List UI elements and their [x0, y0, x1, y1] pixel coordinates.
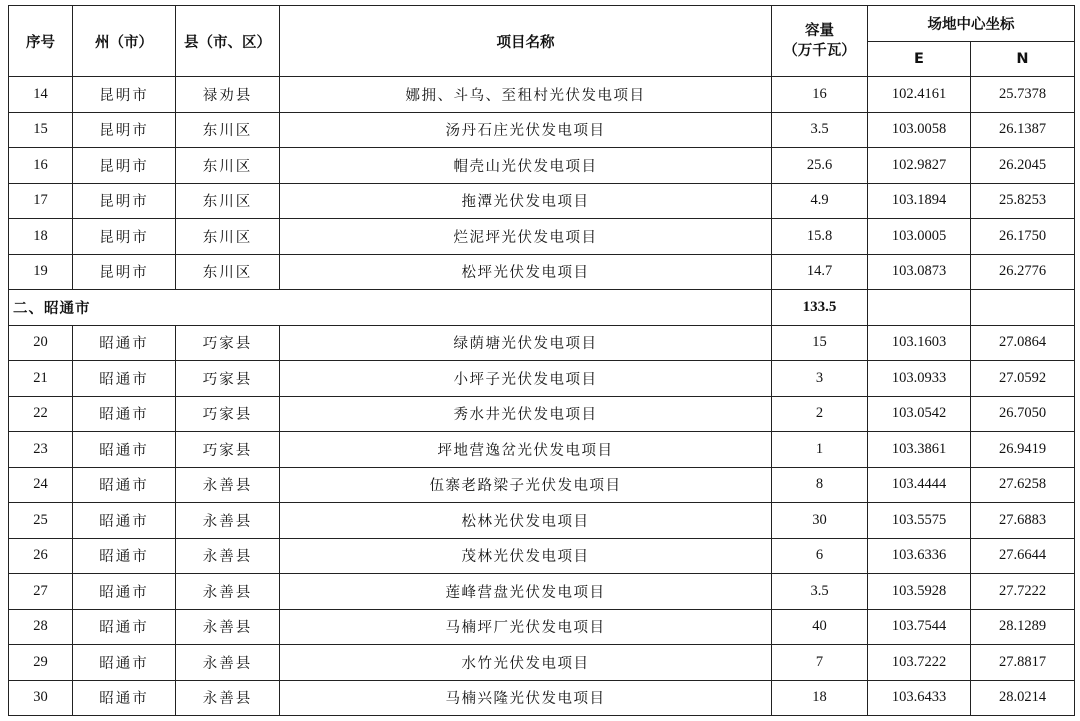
cell-prefecture: 昭通市 — [73, 503, 176, 539]
cell-prefecture: 昭通市 — [73, 361, 176, 397]
cell-coord-e: 103.4444 — [868, 467, 971, 503]
table-row — [9, 112, 1075, 148]
cell-coord-e: 103.7544 — [868, 609, 971, 645]
cell-project-name: 马楠坪厂光伏发电项目 — [280, 609, 772, 645]
header-project-name: 项目名称 — [280, 6, 772, 77]
table-row — [9, 77, 1075, 113]
cell-capacity: 3.5 — [772, 112, 868, 148]
cell-prefecture: 昭通市 — [73, 467, 176, 503]
table-row — [9, 503, 1075, 539]
cell-project-name: 娜拥、斗乌、至租村光伏发电项目 — [280, 77, 772, 113]
cell-project-name: 坪地营逸岔光伏发电项目 — [280, 432, 772, 468]
cell-seq: 21 — [9, 361, 73, 397]
section-row — [9, 290, 1075, 326]
cell-coord-e: 103.0005 — [868, 219, 971, 255]
cell-county: 东川区 — [176, 112, 280, 148]
cell-seq: 22 — [9, 396, 73, 432]
cell-project-name: 拖潭光伏发电项目 — [280, 183, 772, 219]
table-row — [9, 609, 1075, 645]
cell-prefecture: 昭通市 — [73, 645, 176, 681]
cell-seq: 19 — [9, 254, 73, 290]
table-body-kunming — [9, 77, 1075, 290]
table-row — [9, 680, 1075, 716]
cell-county: 东川区 — [176, 254, 280, 290]
cell-county: 永善县 — [176, 574, 280, 610]
cell-seq: 25 — [9, 503, 73, 539]
table-row — [9, 219, 1075, 255]
cell-prefecture: 昆明市 — [73, 254, 176, 290]
table-row — [9, 183, 1075, 219]
cell-prefecture: 昆明市 — [73, 219, 176, 255]
cell-county: 永善县 — [176, 503, 280, 539]
cell-county: 永善县 — [176, 645, 280, 681]
cell-capacity: 3.5 — [772, 574, 868, 610]
cell-coord-e: 103.0933 — [868, 361, 971, 397]
cell-capacity: 40 — [772, 609, 868, 645]
cell-seq: 20 — [9, 325, 73, 361]
cell-seq: 18 — [9, 219, 73, 255]
cell-county: 东川区 — [176, 219, 280, 255]
table-body-zhaotong — [9, 325, 1075, 716]
cell-coord-n: 27.8817 — [971, 645, 1075, 681]
cell-coord-n: 27.0864 — [971, 325, 1075, 361]
cell-prefecture: 昆明市 — [73, 183, 176, 219]
table-row — [9, 254, 1075, 290]
table-row — [9, 574, 1075, 610]
cell-prefecture: 昭通市 — [73, 538, 176, 574]
cell-project-name: 茂林光伏发电项目 — [280, 538, 772, 574]
cell-coord-n: 26.1750 — [971, 219, 1075, 255]
cell-county: 永善县 — [176, 609, 280, 645]
section-row-group — [9, 290, 1075, 326]
cell-coord-e: 103.3861 — [868, 432, 971, 468]
cell-capacity: 30 — [772, 503, 868, 539]
table-row — [9, 148, 1075, 184]
cell-seq: 23 — [9, 432, 73, 468]
cell-project-name: 帽壳山光伏发电项目 — [280, 148, 772, 184]
cell-coord-e: 103.7222 — [868, 645, 971, 681]
cell-prefecture: 昭通市 — [73, 609, 176, 645]
header-capacity-line2: （万千瓦） — [783, 43, 856, 59]
header-coord-e: E — [868, 42, 971, 77]
header-coord-n: N — [971, 42, 1075, 77]
cell-coord-e: 103.1603 — [868, 325, 971, 361]
cell-coord-n: 26.9419 — [971, 432, 1075, 468]
cell-project-name: 烂泥坪光伏发电项目 — [280, 219, 772, 255]
cell-coord-n: 26.7050 — [971, 396, 1075, 432]
project-table-page — [8, 5, 1074, 716]
table-header — [9, 6, 1075, 77]
cell-county: 禄劝县 — [176, 77, 280, 113]
cell-coord-n: 26.1387 — [971, 112, 1075, 148]
cell-coord-e: 103.6336 — [868, 538, 971, 574]
header-coord-group: 场地中心坐标 — [868, 6, 1075, 42]
cell-coord-n: 27.6258 — [971, 467, 1075, 503]
table-row — [9, 325, 1075, 361]
cell-project-name: 莲峰营盘光伏发电项目 — [280, 574, 772, 610]
cell-project-name: 伍寨老路梁子光伏发电项目 — [280, 467, 772, 503]
cell-capacity: 18 — [772, 680, 868, 716]
project-table — [8, 5, 1075, 716]
cell-coord-e: 103.6433 — [868, 680, 971, 716]
cell-coord-n: 27.7222 — [971, 574, 1075, 610]
header-capacity-line1: 容量 — [805, 23, 834, 39]
cell-seq: 17 — [9, 183, 73, 219]
cell-county: 东川区 — [176, 148, 280, 184]
cell-prefecture: 昆明市 — [73, 112, 176, 148]
cell-capacity: 2 — [772, 396, 868, 432]
cell-prefecture: 昆明市 — [73, 148, 176, 184]
header-seq: 序号 — [9, 6, 73, 77]
cell-project-name: 水竹光伏发电项目 — [280, 645, 772, 681]
table-row — [9, 432, 1075, 468]
cell-project-name: 小坪子光伏发电项目 — [280, 361, 772, 397]
cell-capacity: 16 — [772, 77, 868, 113]
cell-coord-n: 26.2776 — [971, 254, 1075, 290]
cell-seq: 29 — [9, 645, 73, 681]
cell-seq: 30 — [9, 680, 73, 716]
cell-seq: 14 — [9, 77, 73, 113]
cell-capacity: 8 — [772, 467, 868, 503]
header-county: 县（市、区） — [176, 6, 280, 77]
cell-county: 巧家县 — [176, 325, 280, 361]
section-capacity: 133.5 — [772, 290, 868, 326]
cell-capacity: 15 — [772, 325, 868, 361]
cell-county: 巧家县 — [176, 396, 280, 432]
cell-project-name: 秀水井光伏发电项目 — [280, 396, 772, 432]
cell-county: 永善县 — [176, 467, 280, 503]
cell-project-name: 汤丹石庄光伏发电项目 — [280, 112, 772, 148]
cell-county: 东川区 — [176, 183, 280, 219]
cell-capacity: 4.9 — [772, 183, 868, 219]
cell-coord-e: 103.1894 — [868, 183, 971, 219]
cell-county: 巧家县 — [176, 432, 280, 468]
cell-capacity: 3 — [772, 361, 868, 397]
cell-county: 巧家县 — [176, 361, 280, 397]
table-row — [9, 396, 1075, 432]
cell-coord-n: 28.0214 — [971, 680, 1075, 716]
header-capacity — [772, 6, 868, 77]
cell-prefecture: 昭通市 — [73, 325, 176, 361]
cell-project-name: 松林光伏发电项目 — [280, 503, 772, 539]
cell-coord-n: 25.7378 — [971, 77, 1075, 113]
cell-coord-e: 103.0873 — [868, 254, 971, 290]
cell-prefecture: 昭通市 — [73, 680, 176, 716]
cell-seq: 16 — [9, 148, 73, 184]
cell-capacity: 15.8 — [772, 219, 868, 255]
cell-coord-n: 27.6644 — [971, 538, 1075, 574]
cell-project-name: 绿荫塘光伏发电项目 — [280, 325, 772, 361]
section-empty-n — [971, 290, 1075, 326]
table-row — [9, 467, 1075, 503]
cell-prefecture: 昭通市 — [73, 574, 176, 610]
cell-seq: 27 — [9, 574, 73, 610]
cell-coord-n: 28.1289 — [971, 609, 1075, 645]
cell-project-name: 马楠兴隆光伏发电项目 — [280, 680, 772, 716]
cell-coord-e: 103.0542 — [868, 396, 971, 432]
cell-seq: 24 — [9, 467, 73, 503]
cell-project-name: 松坪光伏发电项目 — [280, 254, 772, 290]
cell-coord-n: 27.6883 — [971, 503, 1075, 539]
header-prefecture: 州（市） — [73, 6, 176, 77]
table-row — [9, 538, 1075, 574]
cell-capacity: 1 — [772, 432, 868, 468]
cell-seq: 15 — [9, 112, 73, 148]
cell-coord-n: 25.8253 — [971, 183, 1075, 219]
cell-coord-e: 102.4161 — [868, 77, 971, 113]
cell-capacity: 14.7 — [772, 254, 868, 290]
cell-coord-e: 103.5575 — [868, 503, 971, 539]
cell-county: 永善县 — [176, 680, 280, 716]
table-row — [9, 361, 1075, 397]
table-row — [9, 645, 1075, 681]
section-label: 二、昭通市 — [9, 290, 772, 326]
cell-prefecture: 昭通市 — [73, 432, 176, 468]
section-empty-e — [868, 290, 971, 326]
cell-prefecture: 昆明市 — [73, 77, 176, 113]
cell-coord-e: 102.9827 — [868, 148, 971, 184]
cell-capacity: 6 — [772, 538, 868, 574]
cell-seq: 28 — [9, 609, 73, 645]
cell-coord-n: 26.2045 — [971, 148, 1075, 184]
cell-capacity: 7 — [772, 645, 868, 681]
cell-capacity: 25.6 — [772, 148, 868, 184]
cell-coord-e: 103.5928 — [868, 574, 971, 610]
cell-coord-n: 27.0592 — [971, 361, 1075, 397]
cell-seq: 26 — [9, 538, 73, 574]
cell-coord-e: 103.0058 — [868, 112, 971, 148]
cell-county: 永善县 — [176, 538, 280, 574]
cell-prefecture: 昭通市 — [73, 396, 176, 432]
